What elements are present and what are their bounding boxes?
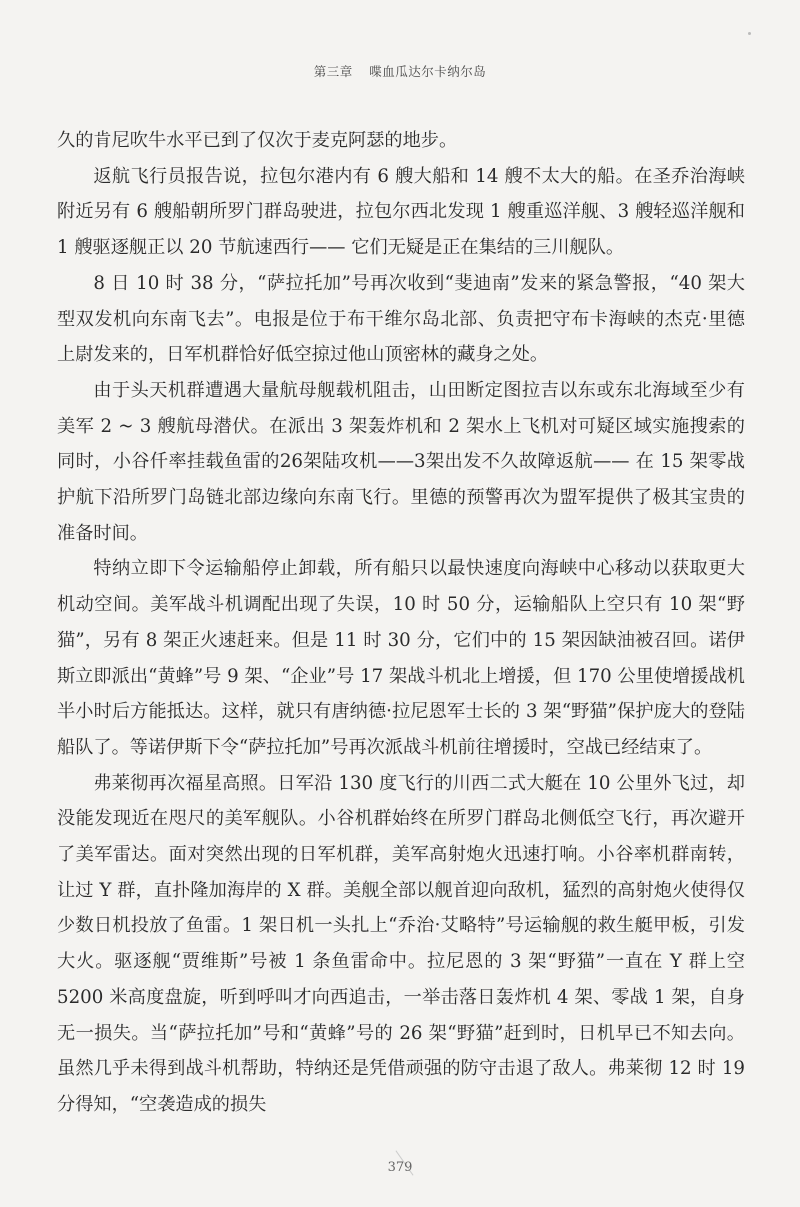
paragraph: 弗莱彻再次福星高照。日军沿 130 度飞行的川西二式大艇在 10 公里外飞过，却没能发现近在咫尺的美军舰队。小谷机群始终在所罗门群岛北侧低空飞行，再次避开了美军雷达。面对突然出现的日军机群，美军高射炮火迅速打响。小谷率机群南转，让过 Y 群，直扑隆加海岸的 X 群。美舰全部以舰首迎向敌机，猛烈的高射炮火使得仅少数日机投放了鱼雷。1 架日机一头扎上“乔治·艾略特”号运输舰的救生艇甲板，引发大火。驱逐舰“贾维斯”号被 1 条鱼雷命中。拉尼恩的 3 架“野猫”一直在 Y 群上空 5200 米高度盘旋，听到呼叫才向西追击，一举击落日轰炸机 4 架、零战 1 架，自身无一损失。当“萨拉托加”号和“黄蜂”号的 26 架“野猫”赶到时，日机早已不知去向。虽然几乎未得到战斗机帮助，特纳还是凭借顽强的防守击退了敌人。弗莱彻 12 时 19 分得知，“空袭造成的损失 bbox=[57, 772, 745, 1115]
running-header bbox=[0, 62, 800, 80]
paragraph: 8 日 10 时 38 分，“萨拉托加”号再次收到“斐迪南”发来的紧急警报，“40 架大型双发机向东南飞去”。电报是位于布干维尔岛北部、负责把守布卡海峡的杰克·里德上尉发来的，日军机群恰好低空掠过他山顶密林的藏身之处。 bbox=[57, 272, 745, 366]
scan-speck bbox=[748, 32, 751, 35]
paragraph: 由于头天机群遭遇大量航母舰载机阻击，山田断定图拉吉以东或东北海域至少有美军 2 ~ 3 艘航母潜伏。在派出 3 架轰炸机和 2 架水上飞机对可疑区域实施搜索的同时，小谷仟率挂载鱼雷的26架陆攻机——3架出发不久故障返航—— 在 15 架零战护航下沿所罗门岛链北部边缘向东南飞行。里德的预警再次为盟军提供了极其宝贵的准备时间。 bbox=[57, 379, 745, 544]
paragraph: 返航飞行员报告说，拉包尔港内有 6 艘大船和 14 艘不太大的船。在圣乔治海峡附近另有 6 艘船朝所罗门群岛驶进，拉包尔西北发现 1 艘重巡洋舰、3 艘轻巡洋舰和 1 艘驱逐舰正以 20 节航速西行—— 它们无疑是正在集结的三川舰队。 bbox=[57, 165, 745, 259]
paragraph: 久的肯尼吹牛水平已到了仅次于麦克阿瑟的地步。 bbox=[57, 130, 458, 151]
chapter-title: 喋血瓜达尔卡纳尔岛 bbox=[369, 64, 487, 79]
chapter-label: 第三章 bbox=[313, 64, 353, 79]
body-text bbox=[57, 123, 745, 1123]
page-number: 379 bbox=[387, 1160, 413, 1175]
paragraph: 特纳立即下令运输船停止卸载，所有船只以最快速度向海峡中心移动以获取更大机动空间。美军战斗机调配出现了失误，10 时 50 分，运输船队上空只有 10 架“野猫”，另有 8 架正火速赶来。但是 11 时 30 分，它们中的 15 架因缺油被召回。诺伊斯立即派出“黄蜂”号 9 架、“企业”号 17 架战斗机北上增援，但 170 公里使增援战机半小时后方能抵达。这样，就只有唐纳德·拉尼恩军士长的 3 架“野猫”保护庞大的登陆船队了。等诺伊斯下令“萨拉托加”号再次派战斗机前往增援时，空战已经结束了。 bbox=[57, 558, 745, 758]
